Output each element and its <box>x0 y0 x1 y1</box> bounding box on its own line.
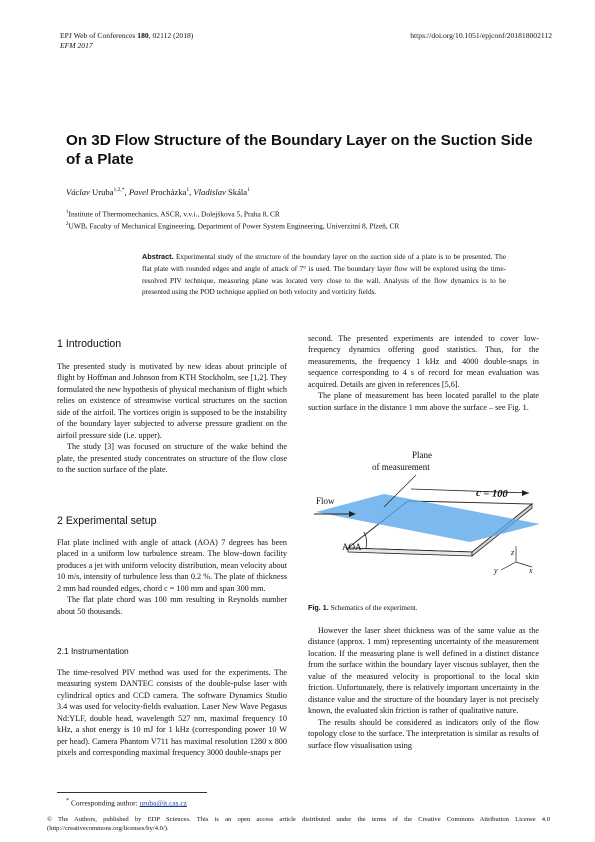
heading-experimental-setup: 2 Experimental setup <box>57 515 157 527</box>
label-axis-x: x <box>529 566 533 575</box>
article-number: , 02112 (2018) <box>148 31 194 40</box>
intro-paragraph-2: The study [3] was focused on structure of the wake behind the plate, the presented study concentrates on structure of the flow close to the suction surface of the plate. <box>57 442 287 475</box>
label-plane: Plane <box>412 450 432 460</box>
right-column-top <box>308 333 539 413</box>
running-header-left <box>60 31 193 51</box>
uncertainty-paragraph: However the laser sheet thickness was of the same value as the distance (approx. 1 mm) representing uncertainty of the measurement location. If the measuring plane is well defined in a distinct distance from the surface within the boundary layer viscous sublayer, then the value of the measured velocity is proportional to the local skin friction. Unfortunately, there is relatively important uncertainty in the distance value and the structure of the boundary layer is not precisely known, the evaluated skin friction is rather of qualitative nature. <box>308 626 539 716</box>
author-3: Vladislav Skála$^1$ <box>193 186 250 197</box>
footnote-label: Corresponding author: <box>70 798 140 808</box>
affiliation-1: $^1$Institute of Thermomechanics, ASCR, v.v.i., Dolejškova 5, Praha 8, CR <box>66 209 280 219</box>
setup-paragraph-1: Flat plate inclined with angle of attack (AOA) 7 degrees has been placed in a uniform low turbulence stream. The blow-down facility produces a jet with uniform velocity distribution, mean velocity about 10 m/s, intensity of turbulence less than 0.2 %. The plate of thickness 2 mm had rounded edges, chord c = 100 mm and span 300 mm. <box>57 538 287 593</box>
abstract-label: Abstract. <box>142 252 174 261</box>
affiliation-2: $^2$UWB, Faculty of Mechanical Engineering, Department of Power System Engineering, Univerzitní 8, Plzeň, CR <box>66 221 400 231</box>
right-column-bottom <box>308 625 539 751</box>
figure-1-caption <box>308 603 418 612</box>
doi-link[interactable]: https://doi.org/10.1051/epjconf/201818002112 <box>410 31 552 40</box>
author-1: Václav Uruba$^{1,2,*}$ <box>66 186 125 197</box>
label-axis-y: y <box>494 566 498 575</box>
label-axis-z: z <box>511 548 515 557</box>
footnote <box>66 798 187 807</box>
author-email-link[interactable]: uruba@it.cas.cz <box>139 798 187 808</box>
journal-name: EPJ Web of Conferences <box>60 31 136 40</box>
chord-arrow-head <box>522 490 529 496</box>
author-2: Pavel Procházka$^1$ <box>128 186 190 197</box>
heading-instrumentation: 2.1 Instrumentation <box>57 646 129 656</box>
journal-volume: 180 <box>137 31 149 40</box>
intro-body <box>57 361 287 476</box>
instrumentation-body <box>57 667 287 759</box>
label-plane-2: of measurement <box>372 462 430 472</box>
conference-name: EFM 2017 <box>60 41 93 50</box>
instrumentation-paragraph-1: The time-resolved PIV method was used for the experiments. The measuring system DANTEC consists of the double-pulse laser with cylindrical optics and CCD camera. The software Dynamics Studio 3.4 was used for velocity-fields evaluation. Laser New Wave Pegasus Nd:YLF, double head, wavelength 527 nm, maximal frequency 10 kHz, a shot energy is 10 mJ for 1 kHz (corresponding power 10 W per head). Camera Phantom V711 has maximal resolution 1280 x 800 pixels and corresponding maximal frequency 3000 double-snaps per <box>57 668 287 758</box>
label-aoa: AOA <box>342 542 362 552</box>
footnote-mark: * <box>66 798 70 804</box>
abstract <box>142 251 506 298</box>
results-paragraph: The results should be considered as indicators only of the flow topology close to the surface. The interpretation is similar as results of surface flow visualisation using <box>308 717 539 750</box>
label-flow: Flow <box>316 496 335 506</box>
author-list: Václav Uruba$^{1,2,*}$, Pavel Procházka$^1$, Vladislav Skála$^1$ <box>66 186 250 197</box>
figure-1-schematic <box>308 446 540 596</box>
paper-title: On 3D Flow Structure of the Boundary Layer on the Suction Side of a Plate <box>66 132 533 168</box>
setup-paragraph-continued: second. The presented experiments are intended to cover low-frequency dynamics offering good statistics. Thus, for the measurements, the frequency 1 kHz and 4000 double-snaps in sequence corresponding to 4 s of record for mean evaluation was acquired. Details are given in references [5,6]. <box>308 334 539 389</box>
heading-introduction: 1 Introduction <box>57 338 122 350</box>
y-axis <box>501 562 516 570</box>
license-notice: © The Authors, published by EDP Sciences. This is an open access article distributed under the terms of the Creative Commons Attribution License 4.0 (http://creativecommons.org/licenses/by/4.0/). <box>47 816 550 833</box>
label-chord: c = 100 <box>475 488 508 501</box>
setup-body <box>57 537 287 617</box>
caption-text: Schematics of the experiment. <box>330 604 418 612</box>
setup-paragraph-2: The flat plate chord was 100 mm resulting in Reynolds number about 50 thousands. <box>57 595 287 616</box>
intro-paragraph-1: The presented study is motivated by new ideas about principle of flight by Hoffman and Johnson from KTH Stockholm, see [1,2]. They formulated the new hypothesis of physical mechanism of flight which relies on existence of streamwise vortical structures on the suction side of the airfoil. The vortices origin is supposed to be the instability of the boundary layer subjected to adverse pressure gradient on the airfoil pressure side (i.e. upper). <box>57 362 287 440</box>
caption-label: Fig. 1. <box>308 603 329 612</box>
plane-paragraph: The plane of measurement has been located parallel to the plate suction surface in the distance 1 mm above the surface – see Fig. 1. <box>308 391 539 412</box>
footnote-rule <box>57 792 207 793</box>
chord-arrow-line <box>411 489 529 493</box>
abstract-text: Experimental study of the structure of the boundary layer on the suction side of a plate is to be presented. The flat plate with rounded edges and angle of attack of 7° is used. The boundary layer flow will be explored using the time-resolved PIV technique, measuring plane was located very close to the wall. Analysis of the flow dynamics is to be presented using the POD technique applied on both velocity and vorticity fields. <box>142 252 507 297</box>
